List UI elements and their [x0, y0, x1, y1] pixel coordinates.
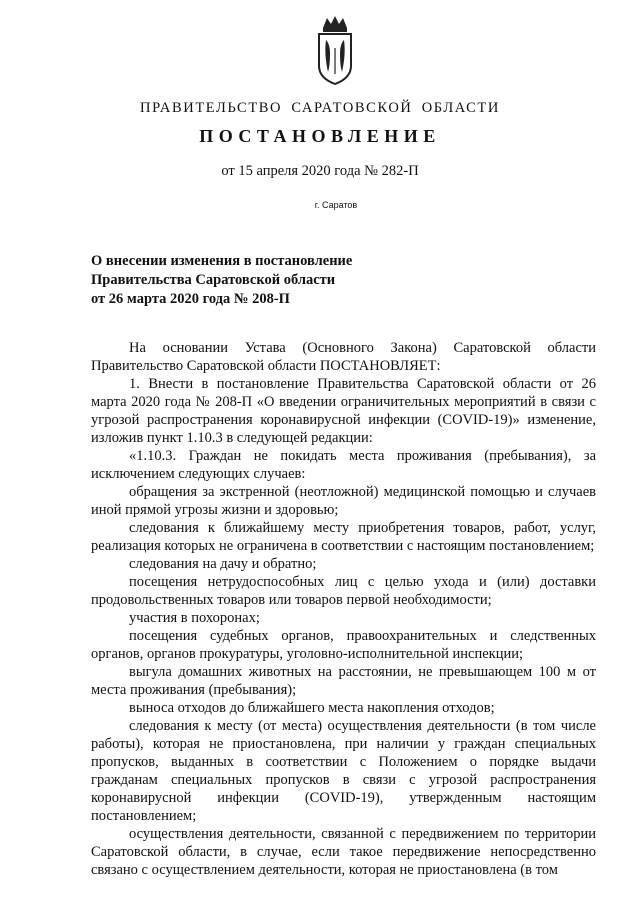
- paragraph: посещения судебных органов, правоохранительных и следственных органов, органов прокуратуры, уголовно-исполнительной инспекции;: [91, 628, 596, 662]
- document-city: г. Саратов: [314, 200, 358, 210]
- paragraph: следования на дачу и обратно;: [129, 556, 317, 572]
- paragraph: посещения нетрудоспособных лиц с целью ухода и (или) доставки продовольственных товаров или товаров первой необходимости;: [91, 574, 596, 608]
- subject-line-3: от 26 марта 2020 года № 208-П: [91, 291, 290, 307]
- paragraph: осуществления деятельности, связанной с передвижением по территории Саратовской области, в случае, если такое передвижение непосредственно связано с осуществлением деятельности, которая не приостановлена (в том: [91, 826, 596, 878]
- document-body: [91, 339, 596, 879]
- paragraph: участия в похоронах;: [129, 610, 260, 626]
- paragraph: «1.10.3. Граждан не покидать места проживания (пребывания), за исключением следующих случаев:: [91, 448, 596, 482]
- document-date-number: от 15 апреля 2020 года № 282-П: [221, 163, 419, 179]
- subject-line-2: Правительства Саратовской области: [91, 272, 336, 288]
- paragraph: 1. Внести в постановление Правительства Саратовской области от 26 марта 2020 года № 208-П «О введении ограничительных мероприятий в связи с угрозой распространения коронавирусной инфекции (COVID-19)» изменение, изложив пункт 1.10.3 в следующей редакции:: [91, 376, 596, 446]
- subject-line-1: О внесении изменения в постановление: [91, 253, 353, 269]
- document-subject: [91, 252, 451, 309]
- paragraph: выгула домашних животных на расстоянии, не превышающем 100 м от места проживания (пребывания);: [91, 664, 596, 698]
- paragraph: следования к ближайшему месту приобретения товаров, работ, услуг, реализация которых не ограничена в соответствии с настоящим постановлением;: [91, 520, 596, 554]
- document-type: ПОСТАНОВЛЕНИЕ: [199, 126, 441, 146]
- paragraph: обращения за экстренной (неотложной) медицинской помощью и случаев иной прямой угрозы жизни и здоровью;: [91, 484, 596, 518]
- saratov-coat-of-arms-icon: [313, 14, 357, 86]
- paragraph: выноса отходов до ближайшего места накопления отходов;: [129, 700, 495, 716]
- paragraph: следования к месту (от места) осуществления деятельности (в том числе работы), которая не приостановлена, при наличии у граждан специальных пропусков, выданных в соответствии с Положением о порядке выдачи гражданам специальных пропусков в связи с угрозой распространения коронавирусной инфекции (COVID-19), утвержденным настоящим постановлением;: [91, 718, 596, 824]
- government-name: ПРАВИТЕЛЬСТВО САРАТОВСКОЙ ОБЛАСТИ: [140, 100, 500, 116]
- paragraph: На основании Устава (Основного Закона) Саратовской области Правительство Саратовской области ПОСТАНОВЛЯЕТ:: [91, 340, 596, 374]
